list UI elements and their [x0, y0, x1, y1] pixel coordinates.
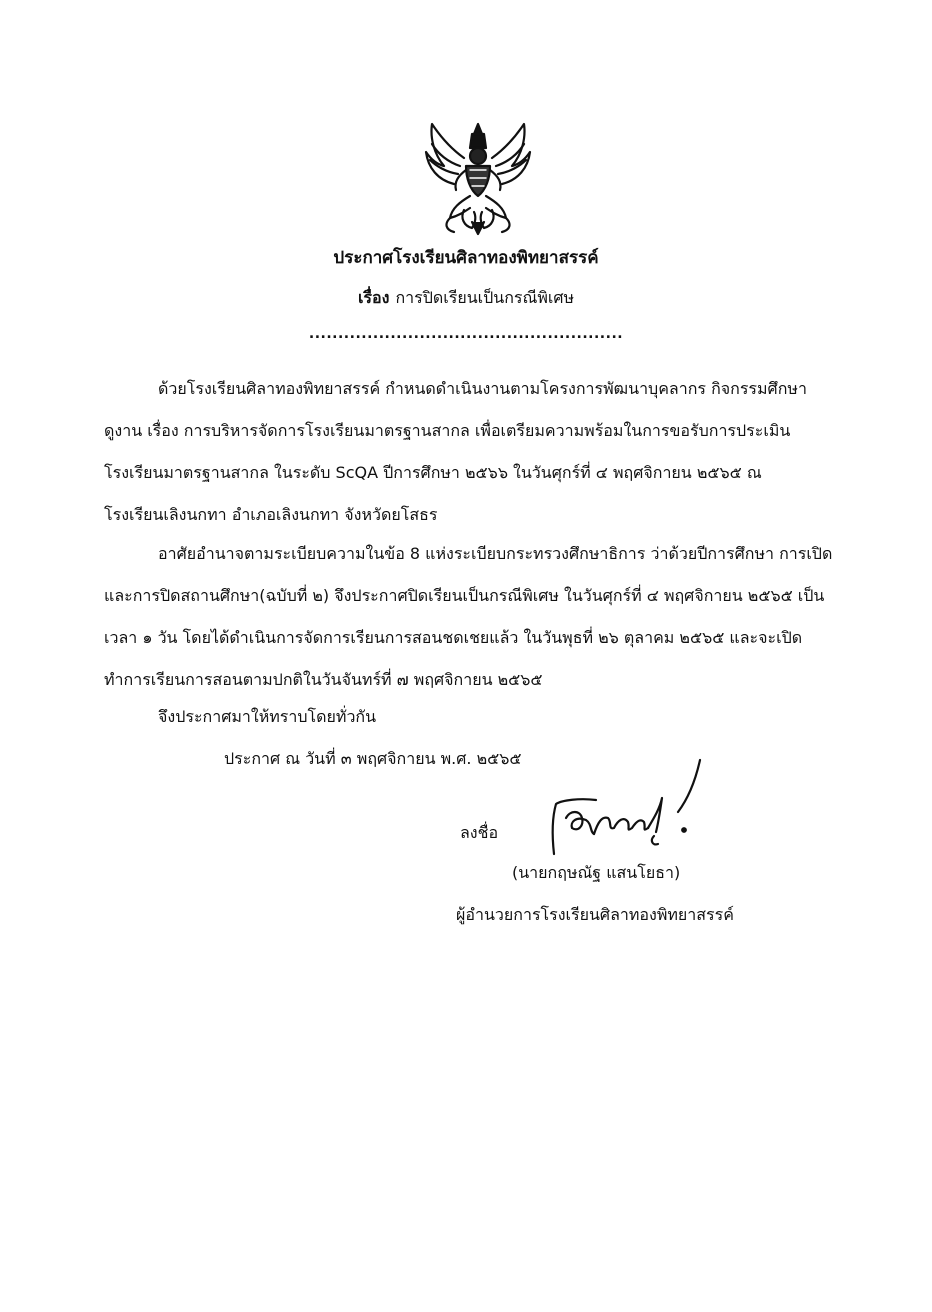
paragraph-line: อาศัยอำนาจตามระเบียบความในข้อ 8 แห่งระเบียบกระทรวงศึกษาธิการ ว่าด้วยปีการศึกษา การเปิด	[158, 544, 833, 563]
signer-position: ผู้อำนวยการโรงเรียนศิลาทองพิทยาสรรค์	[456, 905, 734, 924]
dotted-rule: ......................................................	[308, 326, 624, 342]
subject-label: เรื่อง	[357, 288, 390, 307]
paragraph-line: ด้วยโรงเรียนศิลาทองพิทยาสรรค์ กำหนดดำเนินงานตามโครงการพัฒนาบุคลากร กิจกรรมศึกษา	[158, 379, 807, 398]
handwritten-signature-icon	[540, 756, 710, 856]
paragraph-2	[104, 533, 860, 701]
paragraph-line: ทำการเรียนการสอนตามปกติในวันจันทร์ที่ ๗ พฤศจิกายน ๒๕๖๕	[104, 670, 543, 689]
paragraph-line: และการปิดสถานศึกษา(ฉบับที่ ๒) จึงประกาศปิดเรียนเป็นกรณีพิเศษ ในวันศุกร์ที่ ๔ พฤศจิกายน ๒๕๖๕ เป็น	[104, 586, 825, 605]
paragraph-line: ดูงาน เรื่อง การบริหารจัดการโรงเรียนมาตรฐานสากล เพื่อเตรียมความพร้อมในการขอรับการประเมิน	[104, 421, 791, 440]
paragraph-line: โรงเรียนมาตรฐานสากล ในระดับ ScQA ปีการศึกษา ๒๕๖๖ ในวันศุกร์ที่ ๔ พฤศจิกายน ๒๕๖๕ ณ	[104, 463, 762, 482]
paragraph-3	[104, 696, 860, 738]
paragraph-line: โรงเรียนเลิงนกทา อำเภอเลิงนกทา จังหวัดยโสธร	[104, 505, 438, 524]
signer-name: (นายกฤษณัฐ แสนโยธา)	[512, 863, 681, 882]
garuda-emblem-icon	[420, 118, 536, 236]
paragraph-1	[104, 368, 860, 536]
signed-label: ลงชื่อ	[460, 823, 499, 842]
paragraph-line: จึงประกาศมาให้ทราบโดยทั่วกัน	[158, 707, 377, 726]
announcement-title: ประกาศโรงเรียนศิลาทองพิทยาสรรค์	[333, 248, 599, 268]
subject-text: การปิดเรียนเป็นกรณีพิเศษ	[395, 288, 575, 307]
announcement-date: ประกาศ ณ วันที่ ๓ พฤศจิกายน พ.ศ. ๒๕๖๕	[224, 749, 522, 768]
subject-line	[0, 286, 932, 311]
paragraph-line: เวลา ๑ วัน โดยได้ดำเนินการจัดการเรียนการสอนชดเชยแล้ว ในวันพุธที่ ๒๖ ตุลาคม ๒๕๖๕ และจะเปิด	[104, 628, 803, 647]
